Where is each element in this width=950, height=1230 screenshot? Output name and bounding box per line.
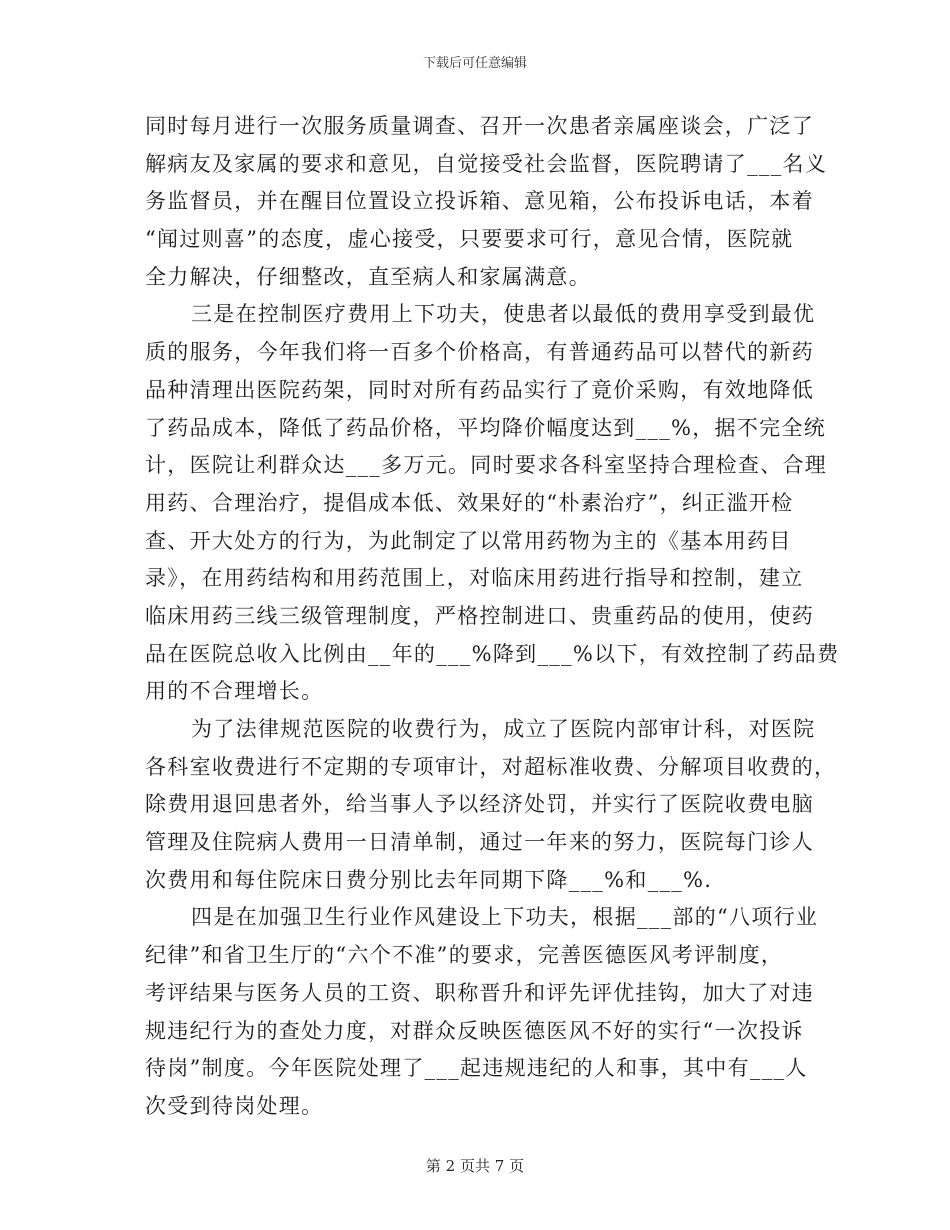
text-line: “闻过则喜”的态度，虚心接受，只要要求可行，意见合情，医院就 (145, 227, 794, 252)
text-line: 各科室收费进行不定期的专项审计，对超标准收费、分解项目收费的， (145, 754, 837, 779)
text-line: 考评结果与医务人员的工资、职称晋升和评先评优挂钩，加大了对违 (145, 980, 814, 1005)
document-body (145, 108, 840, 1126)
text-line: 纪律”和省卫生厅的“六个不准”的要求，完善医德医风考评制度， (145, 943, 784, 968)
text-line: 次受到待岗处理。 (145, 1093, 324, 1118)
page-header-note: 下载后可任意编辑 (422, 56, 527, 71)
text-line: 待岗”制度。今年医院处理了___起违规违纪的人和事，其中有___人 (145, 1056, 808, 1081)
text-line: 了药品成本，降低了药品价格，平均降价幅度达到___%，据不完全统 (145, 415, 827, 440)
paragraph-start-line: 四是在加强卫生行业作风建设上下功夫，根据___部的“八项行业 (191, 905, 819, 930)
text-line: 管理及住院病人费用一日清单制，通过一年来的努力，医院每门诊人 (145, 830, 814, 855)
text-line: 品在医院总收入比例由__年的___%降到___%以下，有效控制了药品费 (145, 641, 840, 666)
paragraph-start-line: 三是在控制医疗费用上下功夫，使患者以最低的费用享受到最优 (191, 302, 816, 327)
text-line: 解病友及家属的要求和意见，自觉接受社会监督，医院聘请了___名义 (145, 151, 828, 176)
text-line: 规违纪行为的查处力度，对群众反映医德医风不好的实行“一次投诉 (145, 1018, 804, 1043)
text-line: 查、开大处方的行为，为此制定了以常用药物为主的《基本用药目 (145, 528, 792, 553)
text-line: 除费用退回患者外，给当事人予以经济处罚，并实行了医院收费电脑 (145, 792, 814, 817)
text-line: 务监督员，并在醒目位置设立投诉箱、意见箱，公布投诉电话，本着 (145, 189, 814, 214)
text-line: 全力解决，仔细整改，直至病人和家属满意。 (145, 264, 591, 289)
text-line: 同时每月进行一次服务质量调查、召开一次患者亲属座谈会，广泛了 (145, 114, 814, 138)
page-number-footer: 第 2 页共 7 页 (425, 1157, 525, 1175)
paragraph-start-line: 为了法律规范医院的收费行为，成立了医院内部审计科，对医院 (191, 717, 816, 741)
text-line: 计，医院让利群众达___多万元。同时要求各科室坚持合理检查、合理 (145, 453, 828, 478)
text-line: 临床用药三线三级管理制度，严格控制进口、贵重药品的使用，使药 (145, 603, 814, 628)
text-line: 质的服务，今年我们将一百多个价格高，有普通药品可以替代的新药 (145, 340, 814, 365)
text-line: 用药、合理治疗，提倡成本低、效果好的“朴素治疗”，纠正滥开检 (145, 490, 794, 515)
text-line: 品种清理出医院药架，同时对所有药品实行了竟价采购，有效地降低 (145, 377, 814, 402)
text-line: 次费用和每住院床日费分别比去年同期下降___%和___%. (145, 867, 713, 892)
text-line: 用的不合理增长。 (145, 679, 324, 704)
text-line: 录》，在用药结构和用药范围上，对临床用药进行指导和控制，建立 (145, 566, 804, 591)
